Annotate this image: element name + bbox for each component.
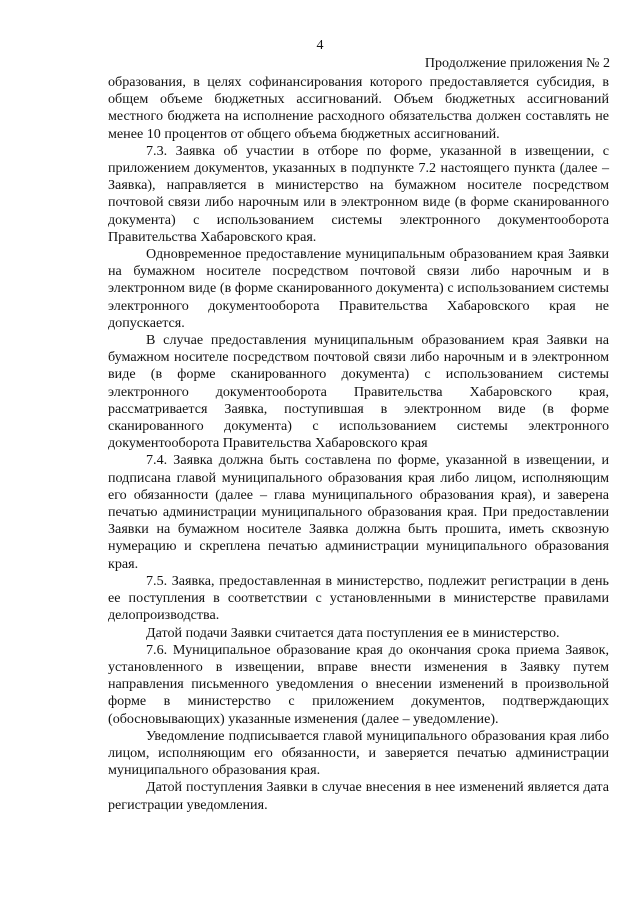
paragraph: образования, в целях софинансирования которого предоставляется субсидия, в общем объеме бюджетных ассигнований. Объем бюджетных ассигнований местного бюджета на исполнение расходного обязательства должен составлять не менее 10 процентов от общего объема бюджетных ассигнований. <box>108 74 609 142</box>
paragraph: Датой поступления Заявки в случае внесения в нее изменений является дата регистрации уведомления. <box>108 779 609 813</box>
paragraph: Уведомление подписывается главой муниципального образования края либо лицом, исполняющим его обязанности, и заверяется печатью администрации муниципального образования края. <box>108 727 609 779</box>
appendix-continuation-note: Продолжение приложения № 2 <box>424 56 610 71</box>
paragraph-7-4: 7.4. Заявка должна быть составлена по форме, указанной в извещении, и подписана главой муниципального образования края либо лицом, исполняющим его обязанности (далее – глава муниципального образования края), и заверена печатью администрации муниципального образования края. При предоставлении Заявки на бумажном носителе Заявка должна быть прошита, иметь сквозную нумерацию и скреплена печатью администрации муниципального образования края. <box>108 452 609 572</box>
paragraph-7-3: 7.3. Заявка об участии в отборе по форме, указанной в извещении, с приложением документов, указанных в подпункте 7.2 настоящего пункта (далее – Заявка), направляется в министерство на бумажном носителе посредством почтовой связи либо нарочным или в электронном виде (в форме сканированного документа) с использованием системы электронного документооборота Правительства Хабаровского края. <box>108 142 609 245</box>
paragraph-7-6: 7.6. Муниципальное образование края до окончания срока приема Заявок, установленного в извещении, вправе внести изменения в Заявку путем направления письменного уведомления о внесении изменений в произвольной форме в министерство с приложением документов, подтверждающих (обосновывающих) указанные изменения (далее – уведомление). <box>108 641 609 727</box>
paragraph-7-5: 7.5. Заявка, предоставленная в министерство, подлежит регистрации в день ее поступления в соответствии с установленными в министерстве правилами делопроизводства. <box>108 572 609 624</box>
page-number: 4 <box>316 38 324 53</box>
paragraph: В случае предоставления муниципальным образованием края Заявки на бумажном носителе посредством почтовой связи либо нарочным и в электронном виде (в форме сканированного документа) с использованием системы электронного документооборота Правительства Хабаровского края, рассматривается Заявка, поступившая в электронном виде (в форме сканированного документа) с использованием системы электронного документооборота Правительства Хабаровского края <box>108 332 609 452</box>
document-body <box>108 74 609 814</box>
paragraph: Одновременное предоставление муниципальным образованием края Заявки на бумажном носителе посредством почтовой связи либо нарочным и в электронном виде (в форме сканированного документа) с использованием системы электронного документооборота Правительства Хабаровского края не допускается. <box>108 246 609 331</box>
paragraph: Датой подачи Заявки считается дата поступления ее в министерство. <box>146 624 560 641</box>
